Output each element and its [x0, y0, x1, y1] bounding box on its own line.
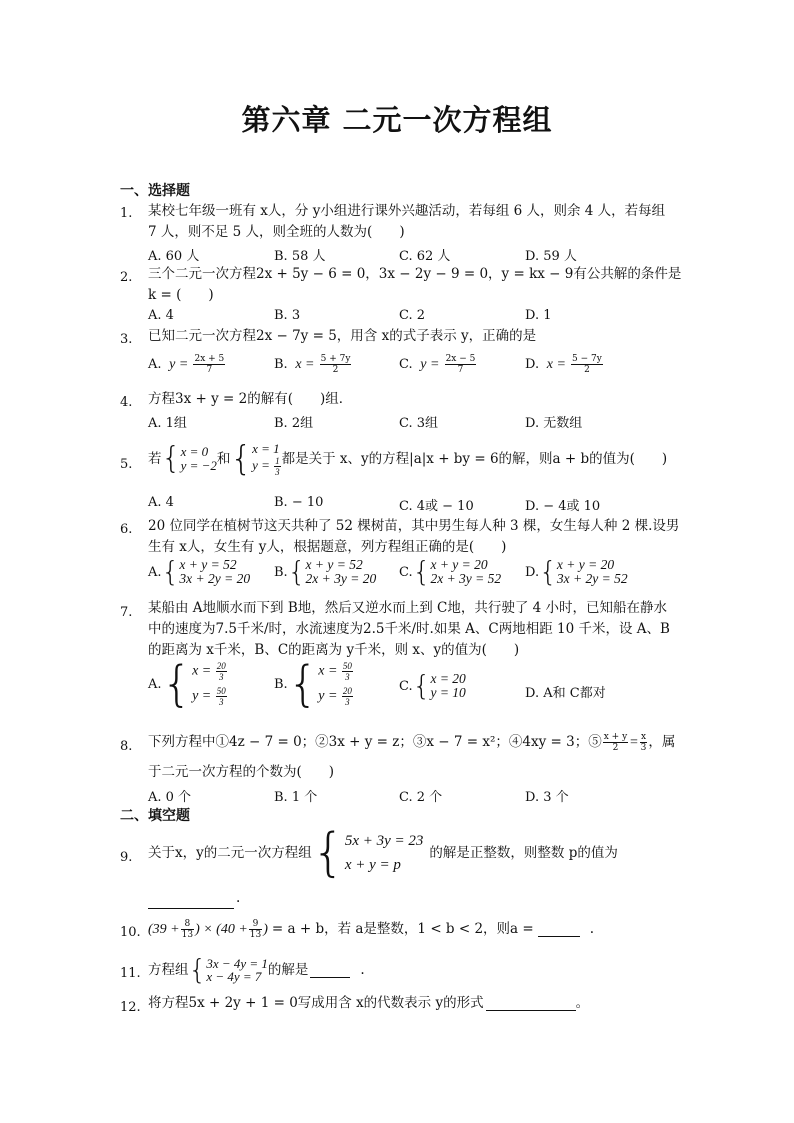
equation-system: [230, 439, 281, 479]
question-number: 12.: [120, 1000, 141, 1015]
fraction: [342, 661, 353, 682]
math-part: ): [263, 921, 268, 937]
question-number: 11.: [120, 966, 141, 981]
equation: 3x + 2y = 20: [179, 571, 251, 586]
option-c[interactable]: C. 3组: [399, 416, 439, 431]
equation: x + y = 52: [179, 557, 237, 572]
math-x-equals: x =: [543, 357, 566, 372]
system-rows: [430, 558, 501, 586]
question-text: 某船由 A地顺水而下到 B地，然后又逆水而上到 C地，共行驶了 4 小时，已知船在静水: [148, 600, 668, 616]
equation-list: 下列方程中①4z − 7 = 0；②3x + y = z；③x − 7 = x²；④4xy = 3；⑤: [148, 733, 602, 750]
brace: {: [539, 555, 557, 588]
option-b[interactable]: [274, 354, 352, 375]
denominator: 3: [345, 697, 350, 707]
denominator: 3: [640, 742, 647, 753]
option-label: B.: [274, 357, 288, 372]
math-x-equals: x =: [291, 357, 315, 372]
option-label: C.: [399, 564, 413, 580]
option-a[interactable]: A. 1组: [148, 416, 187, 431]
math-y-equals: y =: [165, 357, 189, 372]
brace: {: [287, 555, 306, 588]
question-text: 已知二元一次方程2x − 7y = 5，用含 x的式子表示 y，正确的是: [148, 328, 537, 344]
brace: {: [311, 823, 345, 883]
option-d[interactable]: [525, 555, 628, 588]
system-rows: [557, 558, 628, 586]
equation: y = $\frac{20}{3}$: [318, 686, 352, 707]
denominator: 13: [249, 929, 262, 940]
numerator: 20: [342, 686, 352, 696]
equation: x + y = 20: [556, 557, 615, 572]
option-d[interactable]: D. − 4或 10: [525, 499, 601, 514]
numerator: 20: [216, 661, 226, 671]
brace: {: [230, 439, 253, 479]
numerator: 5 − 7y: [572, 354, 602, 364]
system-rows: [318, 661, 354, 707]
fraction: [181, 919, 194, 940]
question-text: 中的速度为7.5千米/时，水流速度为2.5千米/时.如果 A、C两地相距 10 千米，设 A、B: [148, 621, 670, 637]
equation: 2x + 3y = 52: [430, 571, 502, 586]
fraction: [320, 354, 352, 375]
option-b[interactable]: B. 2组: [274, 416, 314, 431]
question-text: 生有 x人，女生有 y人，根据题意，列方程组正确的是( ): [148, 539, 507, 555]
denominator: 3: [219, 697, 224, 707]
option-d[interactable]: D. A和 C都对: [525, 686, 606, 701]
section-heading-fill: 二、填空题: [120, 808, 190, 824]
equation: x − 4y = 7: [206, 969, 262, 984]
question-text-rest: 都是关于 x、y的方程|a|x + by = 6的解，则a + b的值为( ): [281, 450, 668, 467]
equation: x + y = 52: [305, 557, 363, 572]
text-suffix: 的解是正整数，则整数 p的值为: [429, 844, 618, 861]
system-rows: [192, 661, 228, 707]
brace: {: [161, 555, 180, 588]
brace: {: [412, 555, 431, 588]
fraction: [342, 686, 353, 707]
option-a[interactable]: A. 0 个: [148, 790, 192, 805]
option-c[interactable]: C. 2 个: [399, 790, 443, 805]
option-c[interactable]: C. 62 人: [399, 249, 451, 264]
equation: x + y = p: [344, 857, 401, 873]
denominator: 7: [457, 365, 464, 375]
system-rows: [179, 558, 250, 586]
value: 1: [273, 440, 280, 456]
denominator: 7: [206, 365, 213, 375]
equation: 2x + 3y = 20: [305, 571, 377, 586]
fraction: [216, 661, 227, 682]
equation: x = 20: [430, 671, 466, 686]
system-rows: [306, 558, 377, 586]
equation: 5x + 3y = 23: [344, 833, 424, 849]
denominator: 2: [612, 742, 619, 753]
equation: y = 10: [430, 685, 466, 700]
question-number: 4.: [120, 395, 133, 410]
period: .: [589, 920, 594, 937]
brace: {: [161, 656, 193, 712]
question-number: 3.: [120, 332, 133, 347]
question-text: 某校七年级一班有 x人，分 y小组进行课外兴趣活动，若每组 6 人，则余 4 人，若每组: [148, 203, 666, 219]
math-part: (39 +: [148, 921, 180, 937]
option-label: A.: [148, 357, 162, 372]
option-label: C.: [399, 357, 413, 372]
numerator: 50: [342, 661, 352, 671]
equation: x = $\frac{50}{3}$: [318, 661, 352, 682]
numerator: 5 + 7y: [320, 354, 351, 364]
denominator: 3: [219, 672, 224, 682]
denominator: 13: [181, 929, 194, 940]
lhs: y =: [252, 456, 274, 472]
option-a[interactable]: A. 60 人: [148, 249, 200, 264]
option-b[interactable]: [274, 555, 377, 588]
option-label: C.: [399, 678, 413, 694]
question-text: [148, 438, 667, 480]
equation: x = $\frac{20}{3}$: [192, 661, 226, 682]
question-text: [148, 823, 618, 883]
option-a[interactable]: A. 4: [148, 308, 174, 323]
question-text: 7 人，则不足 5 人，则全班的人数为( ): [148, 224, 405, 240]
option-b[interactable]: [274, 656, 354, 712]
fraction: [216, 686, 227, 707]
option-c[interactable]: [399, 669, 466, 702]
text-and: 和: [216, 450, 231, 467]
question-text: [148, 728, 675, 756]
option-label: A.: [148, 564, 162, 580]
brace: {: [287, 656, 319, 712]
numerator: 9: [249, 919, 262, 930]
question-number: 2.: [120, 270, 133, 285]
section-heading-choice: 一、选择题: [120, 183, 190, 199]
period: .: [236, 890, 241, 906]
option-d[interactable]: D. 1: [525, 308, 552, 323]
fraction: [445, 354, 477, 375]
answer-blank[interactable]: [538, 922, 580, 937]
question-text: 三个二元一次方程2x + 5y − 6 = 0，3x − 2y − 9 = 0，y = kx − 9有公共解的条件是: [148, 266, 682, 282]
system-rows: [206, 957, 268, 983]
brace: {: [161, 441, 181, 476]
option-c[interactable]: C. 4或 − 10: [399, 499, 474, 514]
question-number: 10.: [120, 925, 141, 940]
equation: x + y = 20: [430, 557, 488, 572]
question-number: 8.: [120, 739, 133, 754]
option-d[interactable]: D. 59 人: [525, 249, 577, 264]
question-body: 将方程5x + 2y + 1 = 0写成用含 x的代数表示 y的形式: [148, 995, 484, 1011]
option-d[interactable]: [525, 354, 604, 375]
system-rows: [430, 672, 465, 700]
option-b[interactable]: B. 3: [274, 308, 301, 323]
fraction: [603, 732, 628, 753]
equation: y = $\frac{50}{3}$: [192, 686, 226, 707]
option-a[interactable]: A. 4: [148, 495, 174, 510]
text-rest: = a + b，若 a是整数，1 < b < 2，则a =: [271, 920, 534, 937]
denominator: 3: [275, 466, 280, 477]
option-label: D.: [525, 564, 540, 580]
fraction: [193, 354, 225, 375]
option-a[interactable]: [148, 354, 226, 375]
option-a[interactable]: [148, 555, 251, 588]
numerator: x + y: [603, 731, 628, 742]
option-a[interactable]: [148, 656, 228, 712]
page-title: 第六章 二元一次方程组: [241, 103, 553, 137]
period: 。: [575, 995, 590, 1011]
answer-blank[interactable]: [310, 963, 350, 978]
brace: {: [412, 669, 431, 702]
option-label: D.: [525, 357, 540, 372]
period: .: [360, 961, 365, 978]
option-b[interactable]: B. 1 个: [274, 790, 318, 805]
math-y-equals: y =: [416, 357, 440, 372]
question-text: 20 位同学在植树节这天共种了 52 棵树苗，其中男生每人种 3 棵，女生每人种 2 棵.设男: [148, 518, 680, 534]
option-d[interactable]: D. 3 个: [525, 790, 569, 805]
text-if: 若: [148, 450, 162, 467]
question-text: k = ( ): [148, 287, 214, 303]
option-b[interactable]: B. − 10: [274, 495, 324, 510]
fraction: [571, 354, 603, 375]
denominator: 2: [584, 365, 590, 375]
equation: 3x + 2y = 52: [556, 571, 628, 586]
fraction: [274, 456, 281, 477]
question-text: [148, 993, 589, 1014]
numerator: 2x − 5: [445, 354, 476, 364]
question-text: 的距离为 x千米，B、C的距离为 y千米，则 x、y的值为( ): [148, 642, 520, 658]
question-number: 6.: [120, 522, 133, 537]
question-text: [148, 914, 594, 944]
option-c[interactable]: [399, 555, 502, 588]
option-label: A.: [148, 676, 162, 692]
brace: {: [188, 953, 207, 986]
option-d[interactable]: D. 无数组: [525, 416, 583, 431]
numerator: 50: [216, 686, 226, 696]
option-c[interactable]: C. 2: [399, 308, 426, 323]
question-number: 7.: [120, 605, 133, 620]
text-suffix: 的解是: [267, 961, 309, 978]
equation: y = −2: [180, 458, 217, 473]
text-prefix: 关于x，y的二元一次方程组: [148, 844, 312, 861]
question-text: [148, 954, 365, 986]
denominator: 2: [332, 365, 339, 375]
answer-blank[interactable]: [148, 894, 234, 913]
system-rows: [252, 442, 282, 477]
question-number: 5.: [120, 457, 133, 472]
equation-system: [161, 441, 217, 476]
equals-sign: =: [629, 734, 639, 750]
text-prefix: 方程组: [148, 961, 189, 978]
fraction: [249, 919, 262, 940]
numerator: 8: [181, 919, 194, 930]
numerator: 1: [275, 455, 280, 466]
option-label: B.: [274, 676, 288, 692]
text-suffix: ，属: [648, 733, 676, 750]
option-label: B.: [274, 564, 288, 580]
denominator: 3: [345, 672, 350, 682]
question-number: 1.: [120, 206, 133, 221]
question-text: 方程3x + y = 2的解有( )组．: [148, 391, 353, 407]
system-rows: [181, 445, 217, 473]
answer-blank[interactable]: [486, 996, 576, 1011]
option-c[interactable]: [399, 354, 477, 375]
math-part: ) × (40 +: [195, 921, 248, 937]
equation: 3x − 4y = 1: [206, 956, 268, 971]
equation: x = 1: [252, 440, 280, 456]
question-number: 9.: [120, 850, 133, 865]
question-text: 于二元一次方程的个数为( ): [148, 764, 335, 780]
equation: x = 0: [180, 444, 209, 459]
fraction: [640, 732, 648, 753]
option-b[interactable]: B. 58 人: [274, 249, 326, 264]
numerator: 2x + 5: [194, 354, 225, 364]
equation: [252, 456, 282, 477]
system-rows: [345, 829, 424, 877]
numerator: x: [640, 731, 647, 742]
